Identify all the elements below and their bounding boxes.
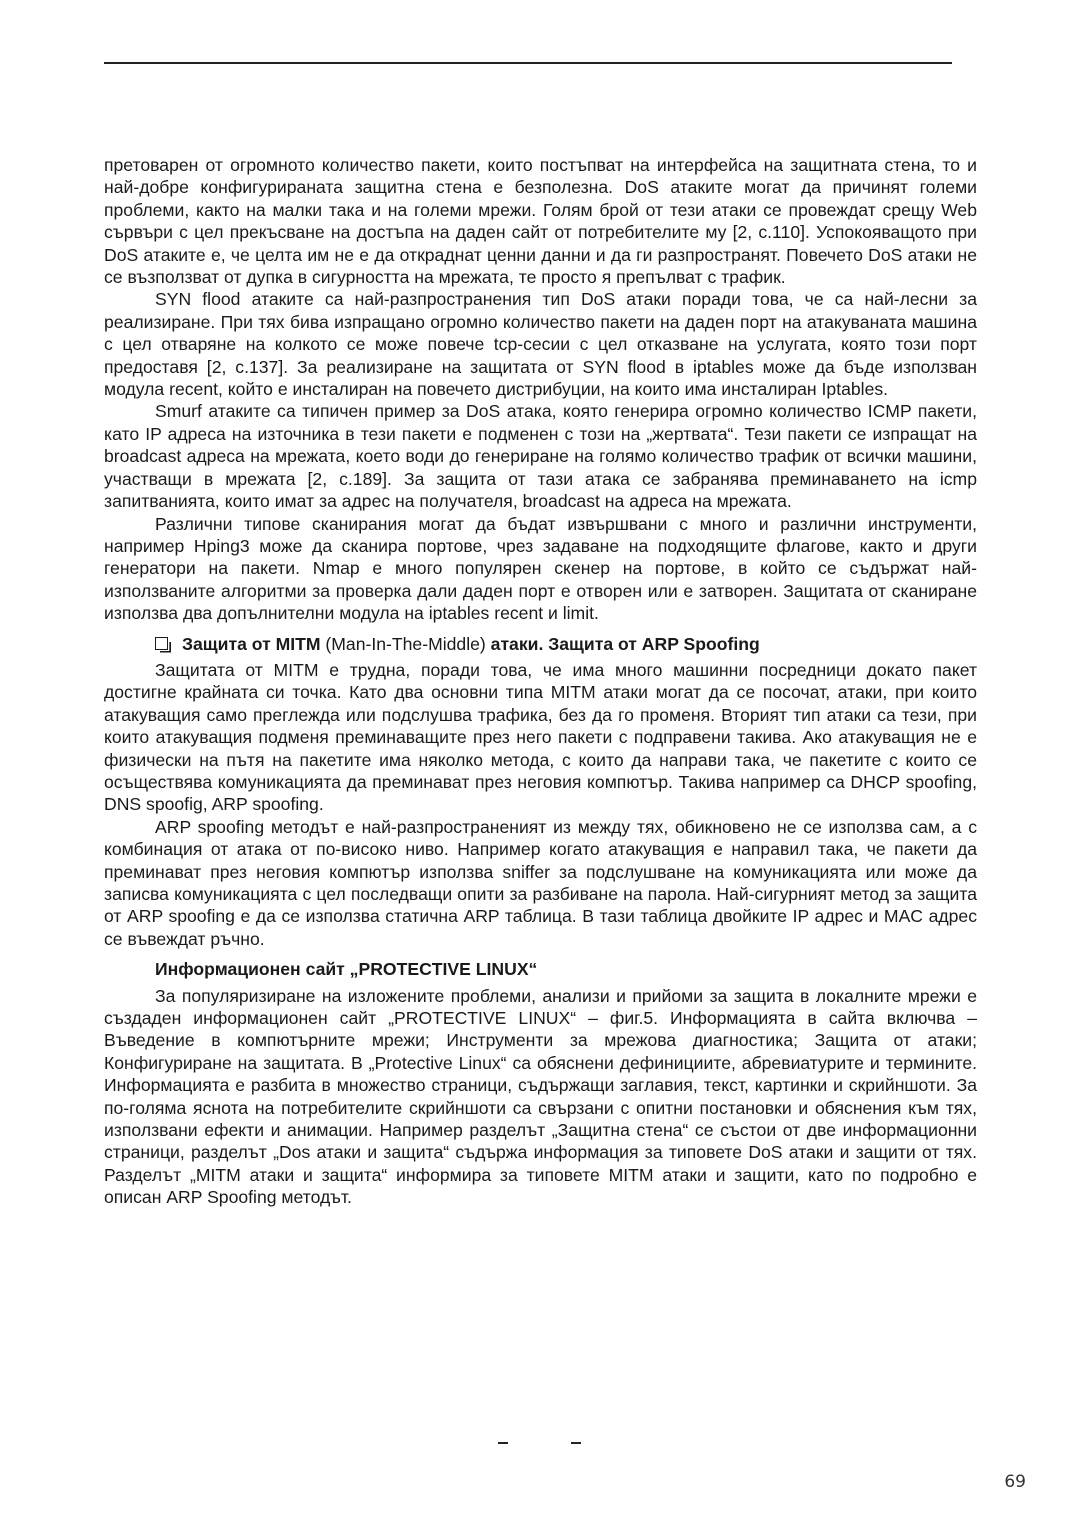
paragraph-dos-intro: претоварен от огромното количество пакети, които постъпват на интерфейса на защитната стена, то и най-добре конфигурираната защитна стена е безполезна. DoS атаките могат да причинят големи проблеми, както на малки така и на големи мрежи. Голям брой от тези атаки се провеждат срещу Web сървъри с цел прекъсване на достъпа на даден сайт от потребителите му [2, с.110]. Успокояващото при DoS атаките е, че целта им не е да откраднат ценни данни и да ги разпространят. Повечето DoS атаки не се възползват от дупка в сигурността на мрежата, те просто я препълват с трафик.: [104, 155, 977, 288]
paragraph-protective-linux: За популяризиране на изложените проблеми, анализи и прийоми за защита в локалните мрежи е създаден информационен сайт „PROTECTIVE LINUX“ – фиг.5. Информацията в сайта включва – Въведение в компютърните мрежи; Инструменти за мрежова диагностика; Защита от атаки; Конфигуриране на защитата. В „Protective Linux“ са обяснени дефинициите, абревиатурите и термините. Информацията е разбита в множество страници, съдържащи заглавия, текст, картинки и скрийншоти. За по-голяма яснота на потребителите скрийншоти са свързани с опитни постановки и обяснения към тях, използвани ефекти и анимации. Например разделът „Защитна стена“ се състои от две информационни страници, разделът „Dos атаки и защита“ съдържа информация за типовете DoS атаки и защити от тях. Разделът „MITM атаки и защита“ информира за типовете MITM атаки и защити, като по подробно е описан ARP Spoofing методът.: [104, 985, 977, 1208]
document-body: [104, 154, 977, 1209]
heading-mitm-part3: атаки. Защита от ARP Spoofing: [490, 633, 760, 654]
heading-mitm-part1: Защита от MITM: [182, 633, 321, 654]
header-rule: [104, 62, 952, 64]
heading-site: [104, 958, 977, 980]
footer-dash-left: [498, 1442, 508, 1444]
paragraph-mitm: Защитата от MITM е трудна, поради това, че има много машинни посредници докато пакет достигне крайната си точка. Като два основни типа MITM атаки могат да се посочат, атаки, при които атакуващия само преглежда или подслушва трафика, без да го променя. Вторият тип атаки са тези, при които атакуващия подменя преминаващите през него пакети с подправени такива. Ако атакуващия не е физически на пътя на пакетите има няколко метода, с които да направи така, че пакетите с които се осъществява комуникацията да преминават през неговия компютър. Такива например са DHCP spoofing, DNS spoofig, ARP spoofing.: [104, 659, 977, 815]
page-number: 69: [1004, 1472, 1026, 1492]
footer-dash-right: [571, 1442, 581, 1444]
paragraph-syn-flood: SYN flood атаките са най-разпространения тип DoS атаки поради това, че са най-лесни за реализиране. При тях бива изпращано огромно количество пакети на даден порт на атакуваната машина с цел отваряне на колкото се може повече tcp-сесии с цел отказване на услугата, която този порт предоставя [2, с.137]. За реализиране на защитата от SYN flood в iptables може да бъде използван модула recent, който е инсталиран на повечето дистрибуции, на които има инсталиран Iptables.: [104, 289, 977, 400]
paragraph-scanning: Различни типове сканирания могат да бъдат извършвани с много и различни инструменти, например Hping3 може да сканира портове, чрез задаване на подходящите флагове, както и други генератори на пакети. Nmap е много популярен скенер на портове, в който се съдържат най-използваните алгоритми за проверка дали даден порт е отворен или е затворен. Защитата от сканиране използва два допълнителни модула на iptables recent и limit.: [104, 513, 977, 624]
heading-mitm-part2: (Man-In-The-Middle): [320, 633, 491, 654]
paragraph-arp-spoofing: ARP spoofing методът е най-разпространеният из между тях, обикновено не се използва сам, а с комбинация от атака от по-високо ниво. Например когато атакуващия е направил така, че пакети да преминават през неговия компютър използва sniffer за подслушване на комуникацията или може да записва комуникацията с цел последващи опити за разбиване на парола. Най-сигурният метод за защита от ARP spoofing е да се използва статична ARP таблица. В тази таблица двойките IP адрес и MAC адрес се въвеждат ръчно.: [104, 816, 977, 949]
heading-mitm: [104, 633, 977, 655]
paragraph-smurf: Smurf атаките са типичен пример за DoS атака, която генерира огромно количество ICMP пакети, като IP адреса на източника в тези пакети е подменен с този на „жертвата“. Тези пакети се изпращат на broadcast адреса на мрежата, което води до генериране на голямо количество трафик от всички машини, участващи в мрежата [2, с.189]. За защита от тази атака се забранява преминаването на icmp запитванията, които имат за адрес на получателя, broadcast на адреса на мрежата.: [104, 401, 977, 512]
checkbox-bullet-icon: [155, 637, 168, 650]
heading-site-text: Информационен сайт „PROTECTIVE LINUX“: [155, 959, 538, 980]
